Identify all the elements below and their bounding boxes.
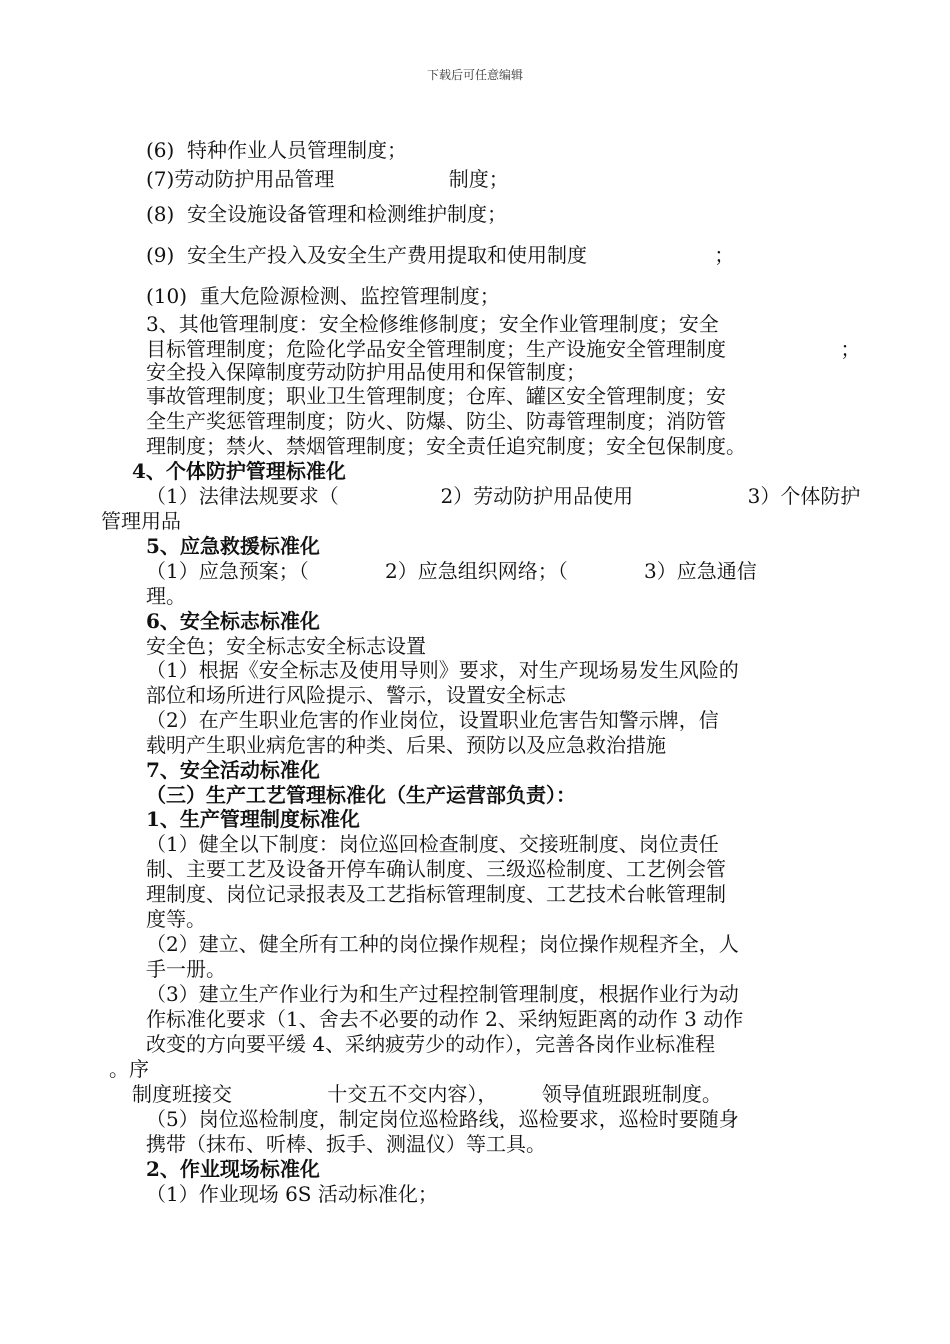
page-header: 下载后可任意编辑 xyxy=(426,68,523,82)
text-line: （2）建立、健全所有工种的岗位操作规程；岗位操作规程齐全，人 xyxy=(146,932,739,956)
text-line: (6) 特种作业人员管理制度； xyxy=(146,138,408,162)
text-line: 改变的方向要平缓 4、采纳疲劳少的动作），完善各岗作业标准程 xyxy=(146,1032,716,1056)
text-line: 手一册。 xyxy=(146,957,226,981)
text-line: (7)劳动防护用品管理 制度； xyxy=(146,167,509,191)
text-line: (10) 重大危险源检测、监控管理制度； xyxy=(146,284,500,308)
text-line: 全生产奖惩管理制度；防火、防爆、防尘、防毒管理制度；消防管 xyxy=(146,409,726,433)
text-line: （3）建立生产作业行为和生产过程控制管理制度，根据作业行为动 xyxy=(146,982,739,1006)
text-line: 目标管理制度；危险化学品安全管理制度；生产设施安全管理制度 ； xyxy=(146,337,861,361)
text-line: 制度班接交 十交五不交内容）， 领导值班跟班制度。 xyxy=(132,1082,722,1106)
text-line: 事故管理制度；职业卫生管理制度；仓库、罐区安全管理制度；安 xyxy=(146,384,726,408)
section-heading: 3、其他管理制度：安全检修维修制度；安全作业管理制度；安全 xyxy=(146,312,719,336)
text-line: 制、主要工艺及设备开停车确认制度、三级巡检制度、工艺例会管 xyxy=(146,857,726,881)
text-line: 理制度、岗位记录报表及工艺指标管理制度、工艺技术台帐管理制 xyxy=(146,882,726,906)
section-heading: （三）生产工艺管理标准化（生产运营部负责）： xyxy=(146,783,576,807)
text-line: 安全色；安全标志安全标志设置 xyxy=(146,634,426,658)
text-line: (9) 安全生产投入及安全生产费用提取和使用制度 ； xyxy=(146,243,735,267)
text-line: （2）在产生职业危害的作业岗位，设置职业危害告知警示牌，信 xyxy=(146,708,719,732)
text-line: (8) 安全设施设备管理和检测维护制度； xyxy=(146,202,508,226)
text-line: （1）作业现场 6S 活动标准化； xyxy=(146,1182,438,1206)
text-line: 理制度；禁火、禁烟管理制度；安全责任追究制度；安全包保制度。 xyxy=(146,434,746,458)
section-heading: 1、生产管理制度标准化 xyxy=(146,807,360,831)
section-heading: 7、安全活动标准化 xyxy=(146,758,320,782)
text-line: （1）根据《安全标志及使用导则》要求，对生产现场易发生风险的 xyxy=(146,658,739,682)
text-line: （1）应急预案；（ 2）应急组织网络；（ 3）应急通信 xyxy=(146,559,757,583)
text-line: 载明产生职业病危害的种类、后果、预防以及应急救治措施 xyxy=(146,733,666,757)
text-line: 部位和场所进行风险提示、警示，设置安全标志 xyxy=(146,683,566,707)
section-heading: 6、安全标志标准化 xyxy=(146,609,320,633)
text-line: 管理用品 xyxy=(101,509,181,533)
text-line: 携带（抹布、听棒、扳手、测温仪）等工具。 xyxy=(146,1132,546,1156)
text-line: 理。 xyxy=(146,584,186,608)
text-line: （5）岗位巡检制度，制定岗位巡检路线，巡检要求，巡检时要随身 xyxy=(146,1107,739,1131)
section-heading: 2、作业现场标准化 xyxy=(146,1157,320,1181)
text-line: 度等。 xyxy=(146,907,206,931)
text-line: 作标准化要求（1、舍去不必要的动作 2、采纳短距离的动作 3 动作 xyxy=(146,1007,744,1031)
section-heading: 5、应急救援标准化 xyxy=(146,534,320,558)
section-heading: 4、个体防护管理标准化 xyxy=(132,459,346,483)
text-line: （1）健全以下制度：岗位巡回检查制度、交接班制度、岗位责任 xyxy=(146,832,719,856)
text-line: （1）法律法规要求（ 2）劳动防护用品使用 3）个体防护 xyxy=(146,484,861,508)
text-line: 安全投入保障制度劳动防护用品使用和保管制度； xyxy=(146,360,586,384)
text-line: 。序 xyxy=(109,1057,149,1081)
